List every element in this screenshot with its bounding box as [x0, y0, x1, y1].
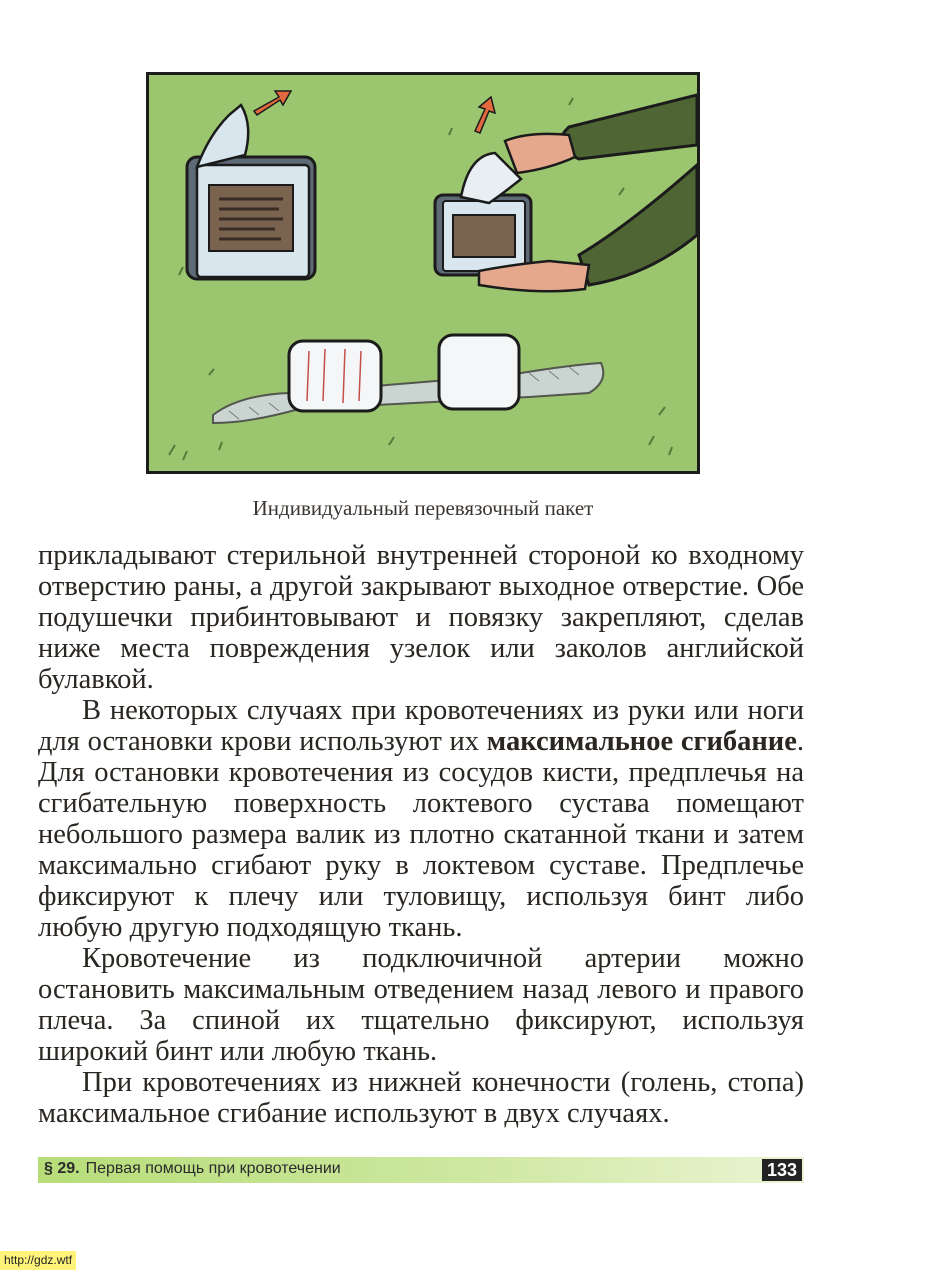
arrow-icon: [254, 91, 495, 133]
term-bold: максимальное сгибание: [486, 726, 797, 757]
bandage-illustration: [149, 75, 697, 471]
section-number: § 29.: [44, 1160, 80, 1177]
body-text: [38, 540, 804, 1129]
paragraph-2-start: В некоторых случаях при кровотечениях из руки или ноги для остановки крови используют их: [38, 695, 804, 757]
bandage-with-pads-icon: [213, 335, 603, 423]
section-title: Первая помощь при кровотечении: [85, 1160, 341, 1177]
figure-caption: Индивидуальный перевязочный пакет: [252, 496, 594, 520]
paragraph-3: Кровотечение из подключичной артерии можно остановить максимальным отведением назад левого и правого плеча. За спиной их тщательно фиксируют, используя широкий бинт или любую ткань.: [38, 943, 804, 1067]
page-number: 133: [762, 1159, 802, 1181]
bandage-packet-icon: [187, 105, 315, 279]
page-footer: [38, 1157, 804, 1183]
paragraph-2-end: . Для остановки кровотечения из сосудов кисти, предплечья на сгибательную поверхность локтевого сустава помещают небольшого размера валик из плотно скатанной ткани и затем максимально сгибают руку в локтевом суставе. Предплечье фиксируют к плечу или туловищу, используя бинт либо любую другую подходящую ткань.: [38, 726, 804, 943]
hands-opening-packet-icon: [435, 95, 697, 291]
illustration: [146, 72, 700, 474]
paragraph-4: При кровотечениях из нижней конечности (голень, стопа) максимальное сгибание используют в двух случаях.: [38, 1067, 804, 1129]
watermark-link[interactable]: http://gdz.wtf: [0, 1251, 76, 1270]
paragraph-1: прикладывают стерильной внутренней стороной ко входному отверстию раны, а другой закрывают выходное отверстие. Обе подушечки прибинтовывают и повязку закрепляют, сделав ниже места повреждения узелок или заколов английской булавкой.: [38, 540, 804, 695]
paragraph-2: [38, 695, 804, 943]
section-label: [44, 1160, 341, 1178]
